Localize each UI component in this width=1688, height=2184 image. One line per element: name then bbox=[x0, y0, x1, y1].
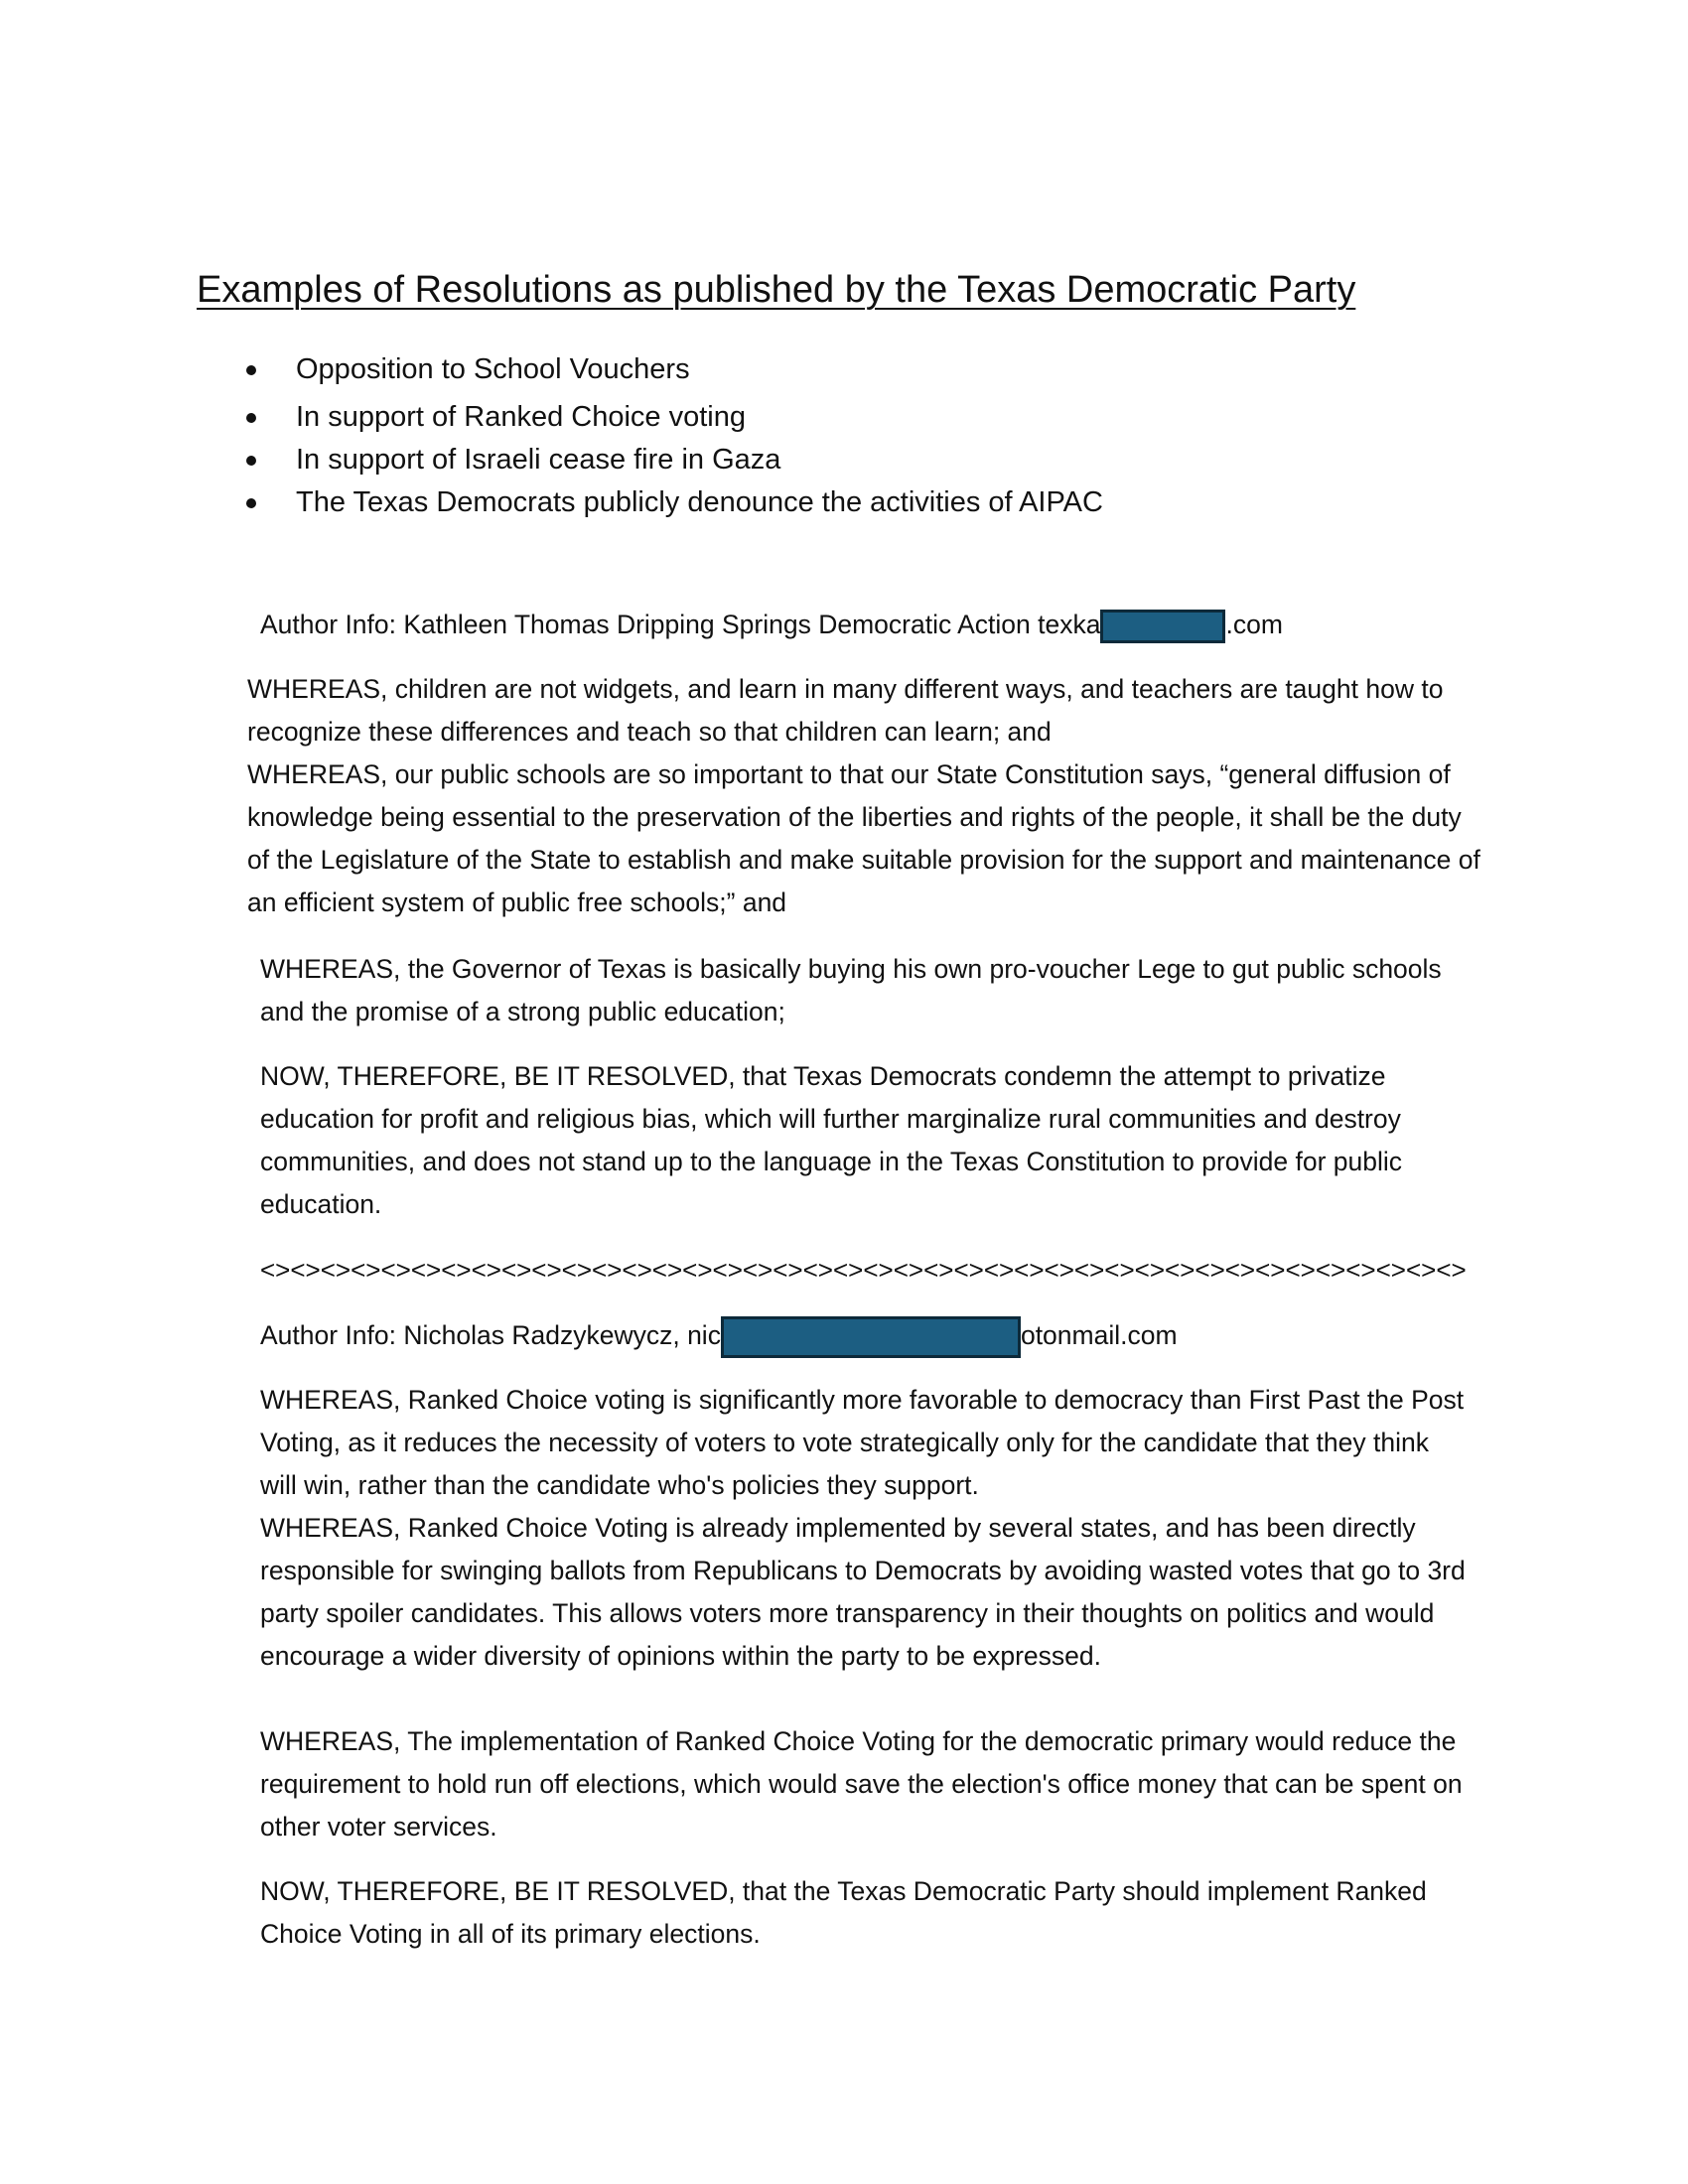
author-email-suffix: otonmail.com bbox=[1020, 1320, 1178, 1350]
whereas-clause: WHEREAS, Ranked Choice Voting is already implemented by several states, and has been directly responsible for swinging ballots from Republicans to Democrats by avoiding wasted votes that go to 3rd party spoiler candidates. This allows voters more transparency in their thoughts on politics and would encourage a wider diversity of opinions within the party to be expressed. bbox=[260, 1513, 1466, 1671]
whereas-clause: WHEREAS, the Governor of Texas is basically buying his own pro-voucher Lege to gut public schools and the promise of a strong public education; bbox=[260, 954, 1442, 1026]
redaction-box bbox=[721, 1316, 1021, 1358]
author-email-suffix: .com bbox=[1225, 610, 1283, 639]
redaction-box bbox=[1100, 610, 1225, 643]
bullet-icon bbox=[246, 456, 256, 466]
whereas-clause: WHEREAS, Ranked Choice voting is significantly more favorable to democracy than First Past the Post Voting, as it reduces the necessity of voters to vote strategically only for the candidate that they think will win, rather than the candidate who's policies they support. bbox=[260, 1385, 1465, 1500]
resolution-topic-list bbox=[246, 351, 1438, 527]
whereas-clause: WHEREAS, children are not widgets, and learn in many different ways, and teachers are taught how to recognize these differences and teach so that children can learn; and bbox=[247, 674, 1444, 747]
whereas-clause: WHEREAS, The implementation of Ranked Choice Voting for the democratic primary would reduce the requirement to hold run off elections, which would save the election's office money that can be spent on other voter services. bbox=[260, 1726, 1463, 1842]
resolved-clause: NOW, THEREFORE, BE IT RESOLVED, that Texas Democrats condemn the attempt to privatize education for profit and religious bias, which will further marginalize rural communities and destroy communities, and does not stand up to the language in the Texas Constitution to provide for public education. bbox=[260, 1061, 1403, 1219]
author-info-text: Author Info: Kathleen Thomas Dripping Springs Democratic Action texka bbox=[260, 610, 1101, 639]
resolved-clause: NOW, THEREFORE, BE IT RESOLVED, that the Texas Democratic Party should implement Ranked Choice Voting in all of its primary elections. bbox=[260, 1876, 1427, 1949]
page-title: Examples of Resolutions as published by the Texas Democratic Party bbox=[197, 269, 1356, 311]
whereas-clause: WHEREAS, our public schools are so important to that our State Constitution says, “general diffusion of knowledge being essential to the preservation of the liberties and rights of the people, it shall be the duty of the Legislature of the State to establish and make suitable provision for the support and maintenance of an efficient system of public free schools;” and bbox=[247, 759, 1480, 917]
separator: <><><><><><><><><><><><><><><><><><><><><><><><><><><><><><><><><><><><><><><><> bbox=[260, 1255, 1467, 1285]
author-info bbox=[260, 1314, 1501, 1358]
bullet-icon bbox=[246, 413, 256, 423]
list-item: In support of Israeli cease fire in Gaza bbox=[246, 442, 1438, 484]
bullet-icon bbox=[246, 365, 256, 375]
list-item: Opposition to School Vouchers bbox=[246, 351, 1438, 399]
bullet-icon bbox=[246, 498, 256, 508]
author-info-text: Author Info: Nicholas Radzykewycz, nic bbox=[260, 1320, 721, 1350]
list-item: The Texas Democrats publicly denounce the activities of AIPAC bbox=[246, 484, 1438, 527]
author-info bbox=[260, 604, 1501, 646]
list-item: In support of Ranked Choice voting bbox=[246, 399, 1438, 442]
